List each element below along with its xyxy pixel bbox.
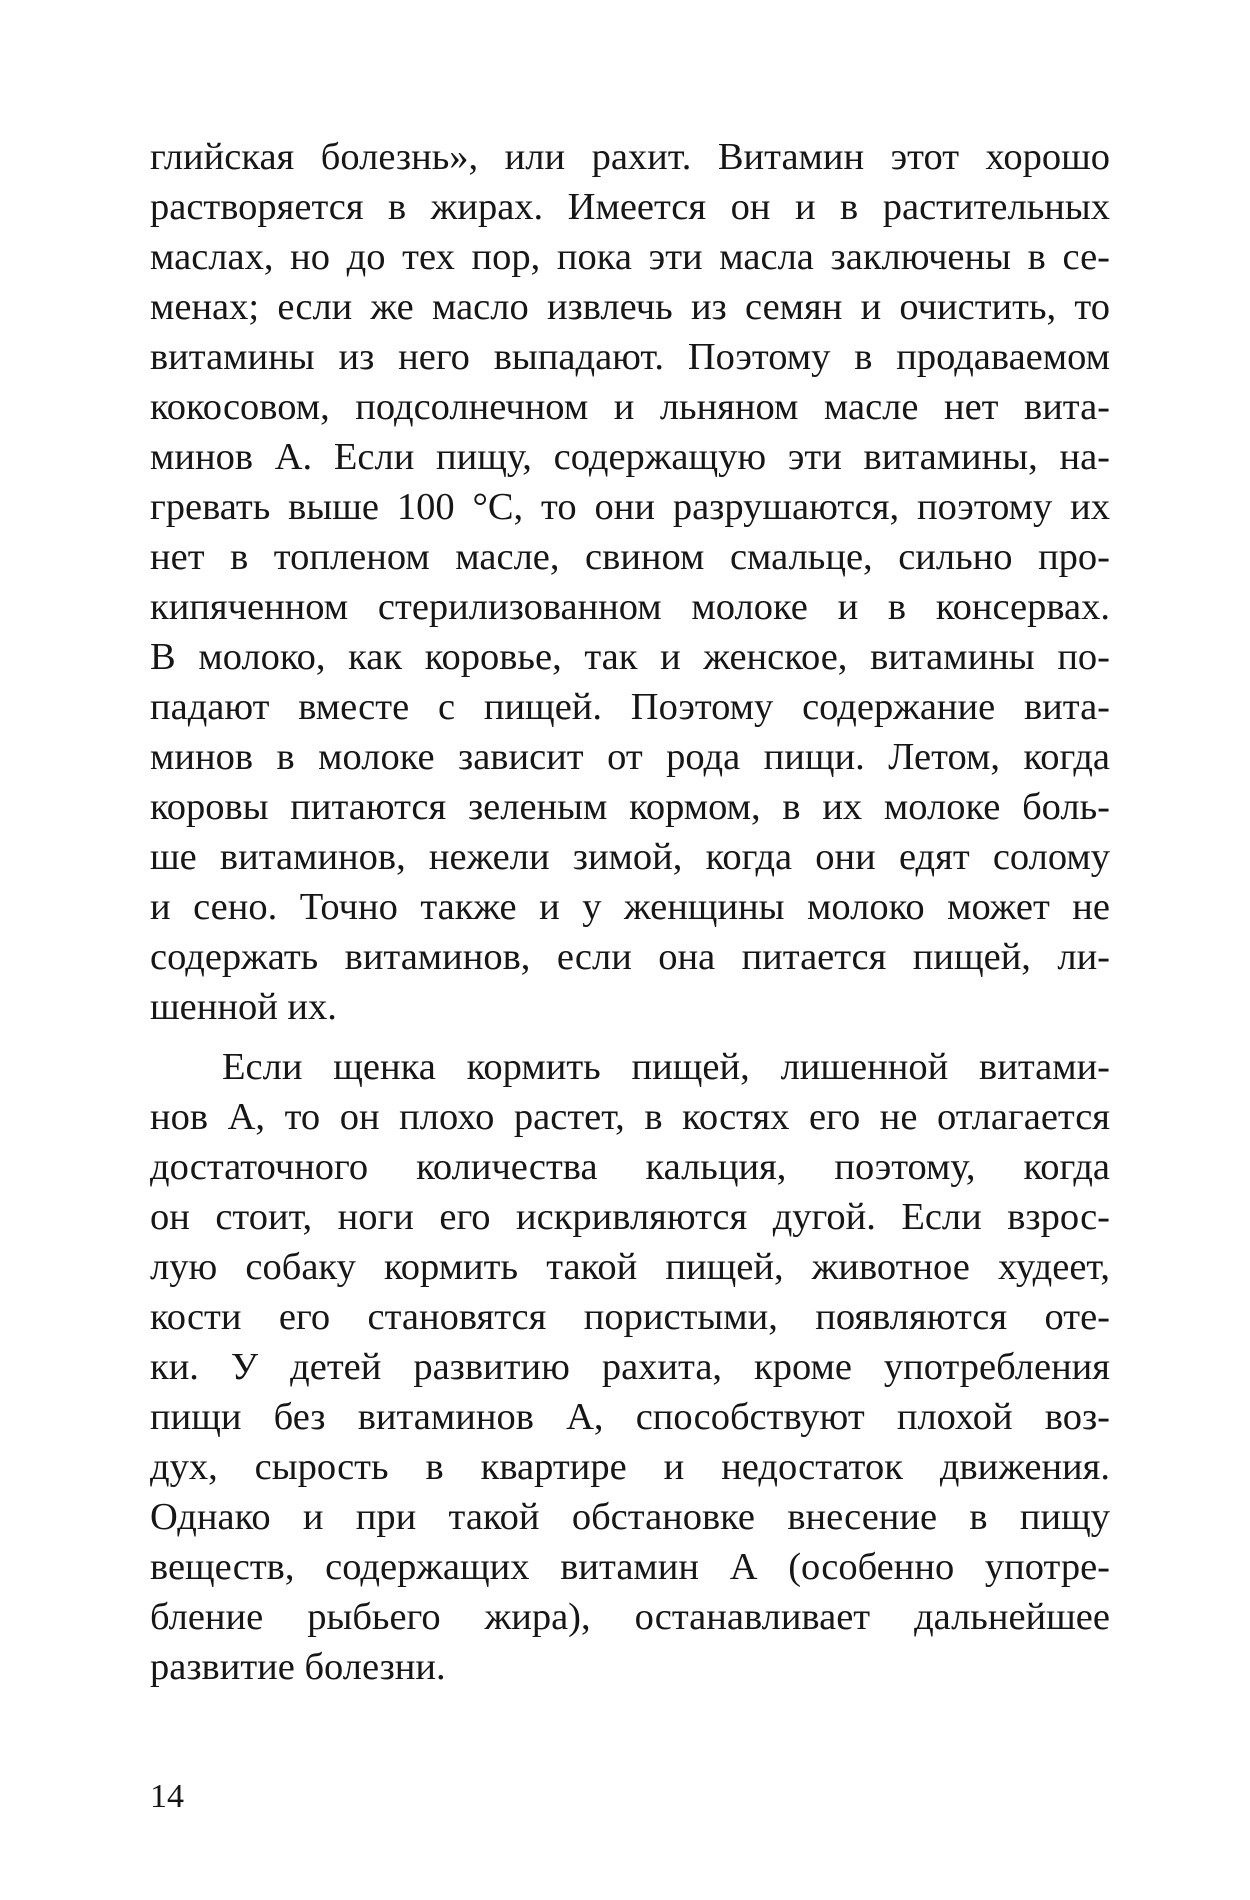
text-line: падают вместе с пищей. Поэтому содержание вита- (150, 686, 1110, 728)
text-line: минов А. Если пищу, содержащую эти витамины, на- (150, 436, 1110, 478)
text-line: гревать выше 100 °С, то они разрушаются, поэтому их (150, 486, 1110, 528)
text-line: растворяется в жирах. Имеется он и в растительных (150, 186, 1110, 228)
text-line: кокосовом, подсолнечном и льняном масле нет вита- (150, 386, 1110, 428)
text-line: он стоит, ноги его искривляются дугой. Если взрос- (150, 1196, 1110, 1238)
text-line: шенной их. (150, 986, 337, 1028)
text-line: нет в топленом масле, свином смальце, сильно про- (150, 536, 1110, 578)
text-line: ки. У детей развитию рахита, кроме употребления (150, 1346, 1110, 1388)
text-line: Однако и при такой обстановке внесение в пищу (150, 1496, 1110, 1538)
text-line: нов А, то он плохо растет, в костях его не отлагается (150, 1096, 1110, 1138)
text-line: веществ, содержащих витамин А (особенно употре- (150, 1546, 1110, 1588)
text-line: лую собаку кормить такой пищей, животное худеет, (150, 1246, 1110, 1288)
book-page (150, 132, 1110, 1832)
text-line: достаточного количества кальция, поэтому, когда (150, 1146, 1110, 1188)
text-line: и сено. Точно также и у женщины молоко может не (150, 886, 1110, 928)
text-line: глийская болезнь», или рахит. Витамин этот хорошо (150, 136, 1110, 178)
text-line: маслах, но до тех пор, пока эти масла заключены в се- (150, 236, 1110, 278)
text-line: витамины из него выпадают. Поэтому в продаваемом (150, 336, 1110, 378)
text-line: кипяченном стерилизованном молоке и в консервах. (150, 586, 1110, 628)
text-line: менах; если же масло извлечь из семян и очистить, то (150, 286, 1110, 328)
text-line: минов в молоке зависит от рода пищи. Летом, когда (150, 736, 1110, 778)
text-line: бление рыбьего жира), останавливает дальнейшее (150, 1596, 1110, 1638)
paragraph-1 (150, 132, 1110, 1032)
text-line: развитие болезни. (150, 1646, 446, 1688)
text-line: кости его становятся пористыми, появляются оте- (150, 1296, 1110, 1338)
text-line: ше витаминов, нежели зимой, когда они едят солому (150, 836, 1110, 878)
page-number: 14 (150, 1778, 184, 1815)
text-line: пищи без витаминов А, способствуют плохой воз- (150, 1396, 1110, 1438)
paragraph-2 (150, 1042, 1110, 1692)
text-line: дух, сырость в квартире и недостаток движения. (150, 1446, 1110, 1488)
text-line: содержать витаминов, если она питается пищей, ли- (150, 936, 1110, 978)
text-line: В молоко, как коровье, так и женское, витамины по- (150, 636, 1110, 678)
text-line: Если щенка кормить пищей, лишенной витами- (222, 1046, 1110, 1088)
text-line: коровы питаются зеленым кормом, в их молоке боль- (150, 786, 1110, 828)
